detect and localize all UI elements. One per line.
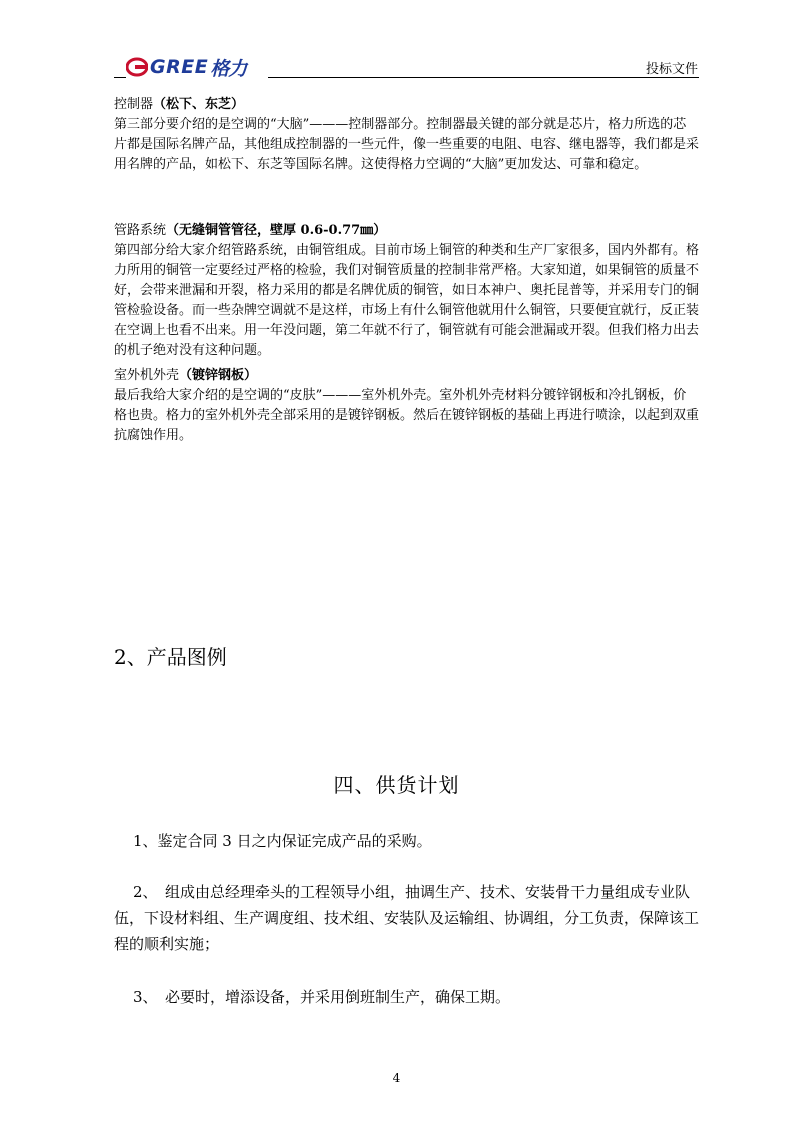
header-rule <box>268 77 699 78</box>
gree-logo <box>126 56 246 78</box>
gree-swoosh-icon <box>126 57 148 77</box>
section-piping <box>114 221 699 361</box>
section-body: 第四部分给大家介绍管路系统，由铜管组成。目前市场上铜管的种类和生产厂家很多，国内外都有。格力所用的铜管一定要经过严格的检验，我们对铜管质量的控制非常严格。大家知道，如果铜管的质量不好，会带来泄漏和开裂，格力采用的都是名牌优质的铜管，如日本神户、奥托昆普等，并采用专门的铜管检验设备。而一些杂牌空调就不是这样，市场上有什么铜管他就用什么铜管，只要便宜就行，反正装在空调上也看不出来。用一年没问题，第二年就不行了，铜管就有可能会泄漏或开裂。但我们格力出去的机子绝对没有这种问题。 <box>114 243 700 358</box>
section-title <box>114 366 699 386</box>
document-label: 投标文件 <box>645 62 698 77</box>
section-title-text: 室外机外壳 <box>114 368 180 383</box>
plan-item-2-text: 2、 组成由总经理牵头的工程领导小组，抽调生产、技术、安装骨干力量组成专业队伍，下设材料组、生产调度组、技术组、安装队及运输组、协调组，分工负责，保障该工程的顺利实施； <box>114 883 700 953</box>
section-body: 最后我给大家介绍的是空调的“皮肤”———室外机外壳。室外机外壳材料分镀锌钢板和冷扎钢板，价格也贵。格力的室外机外壳全部采用的是镀锌钢板。然后在镀锌钢板的基础上再进行喷涂，以起到双重抗腐蚀作用。 <box>114 388 700 443</box>
section-title-bold: （无缝铜管管径，壁厚 0.6-0.77㎜） <box>166 223 387 238</box>
logo-chinese: 格力 <box>210 57 247 80</box>
plan-item-3: 3、 必要时，增添设备，并采用倒班制生产，确保工期。 <box>133 988 511 1006</box>
page-number: 4 <box>392 1071 401 1085</box>
section-body: 第三部分要介绍的是空调的“大脑”———控制器部分。控制器最关键的部分就是芯片，格力所选的芯片都是国际名牌产品，其他组成控制器的一些元件，像一些重要的电阻、电容、继电器等，我们都是采用名牌的产品，如松下、东芝等国际名牌。这使得格力空调的“大脑”更加发达、可靠和稳定。 <box>114 117 700 172</box>
section-controller <box>114 95 699 175</box>
supply-plan-heading: 四、供货计划 <box>333 773 460 797</box>
product-illustration-heading: 2、产品图例 <box>114 645 227 669</box>
section-title-bold: （松下、东芝） <box>153 97 245 112</box>
section-outdoor-casing <box>114 366 699 446</box>
logo-text: GREE <box>150 56 209 78</box>
section-title <box>114 221 699 241</box>
section-title-text: 控制器 <box>114 97 154 112</box>
header-rule-left <box>114 77 126 78</box>
section-title <box>114 95 699 115</box>
section-title-bold: （镀锌钢板） <box>179 368 258 383</box>
plan-item-1: 1、鉴定合同 3 日之内保证完成产品的采购。 <box>133 832 432 850</box>
plan-item-2 <box>114 879 699 957</box>
section-title-text: 管路系统 <box>114 223 167 238</box>
